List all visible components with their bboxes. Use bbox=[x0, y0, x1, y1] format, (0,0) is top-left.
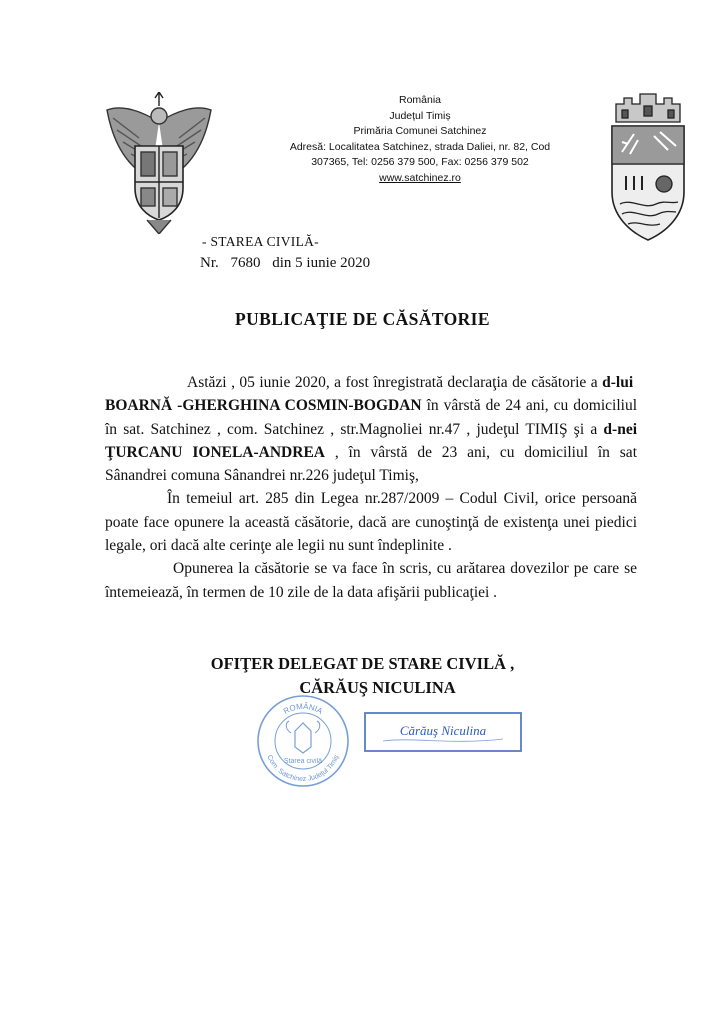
official-stamp bbox=[255, 693, 351, 789]
svg-text:ROMÂNIA bbox=[282, 702, 325, 716]
groom-details: în vârstă de 24 ani, cu domiciliul în sat. Satchinez , com. Satchinez , str.Magnoliei nr.47 , judeţul TIMIŞ şi a bbox=[105, 397, 637, 438]
header-county: Județul Timiș bbox=[389, 109, 451, 122]
registry-block bbox=[200, 232, 378, 273]
stamp-top-text: ROMÂNIA bbox=[281, 701, 325, 716]
header-website-link[interactable]: www.satchinez.ro bbox=[379, 171, 461, 184]
paragraph-declaration bbox=[105, 371, 637, 487]
registration-date: din 5 iunie 2020 bbox=[272, 255, 371, 271]
romania-coat-of-arms bbox=[103, 92, 215, 234]
bride-name: ŢURCANU IONELA-ANDREA bbox=[105, 443, 325, 461]
header-country: România bbox=[398, 94, 442, 106]
groom-name: BOARNĂ -GHERGHINA COSMIN-BOGDAN bbox=[105, 397, 422, 415]
header-address-line-1: Adresă: Localitatea Satchinez, strada Daliei, nr. 82, Cod bbox=[289, 140, 551, 153]
stamp-bottom-text: Com. Satchinez Judeţul Timiş bbox=[265, 754, 341, 784]
paragraph-legal-basis: În temeiul art. 285 din Legea nr.287/2009 – Codul Civil, orice persoană poate face opunere la această căsătorie, dacă are cunoştinţă de existenţa unei piedici legale, ori dacă alte cerinţe ale legii nu sunt îndeplinite . bbox=[105, 490, 637, 555]
department-label: - STAREA CIVILĂ- bbox=[202, 234, 319, 249]
declaration-intro: Astăzi , 05 iunie 2020, a fost înregistrată declaraţia de căsătorie a bbox=[187, 374, 598, 391]
bride-details: , în vârstă de 23 ani, cu domiciliul în sat Sânandrei comuna Sânandrei nr.226 judeţul Timiş, bbox=[105, 443, 637, 485]
bride-prefix: d-nei bbox=[603, 420, 638, 438]
signature-stamp bbox=[363, 711, 523, 753]
satchinez-coat-of-arms bbox=[608, 92, 688, 244]
signer-role: OFIŢER DELEGAT DE STARE CIVILĂ , bbox=[210, 654, 515, 673]
header-address-line-2: 307365, Tel: 0256 379 500, Fax: 0256 379 502 bbox=[311, 156, 529, 168]
nr-label: Nr. bbox=[200, 255, 219, 271]
signer-name: CĂRĂUŞ NICULINA bbox=[299, 678, 456, 697]
stamp-inner-text: Starea civilă bbox=[283, 758, 323, 765]
registration-number: 7680 bbox=[230, 255, 261, 271]
letterhead bbox=[270, 93, 570, 186]
signer-block bbox=[0, 652, 725, 700]
signature-text: Cărăuş Niculina bbox=[399, 723, 487, 738]
document-body bbox=[105, 371, 637, 604]
groom-prefix: d-lui bbox=[602, 374, 634, 391]
paragraph-opposition: Opunerea la căsătorie se va face în scris, cu arătarea dovezilor pe care se întemeiează, în termen de 10 zile de la data afişării publicaţiei . bbox=[105, 560, 637, 601]
registration-number-line bbox=[200, 253, 378, 273]
header-office: Primăria Comunei Satchinez bbox=[353, 125, 487, 137]
document-title: PUBLICAŢIE DE CĂSĂTORIE bbox=[235, 309, 490, 329]
